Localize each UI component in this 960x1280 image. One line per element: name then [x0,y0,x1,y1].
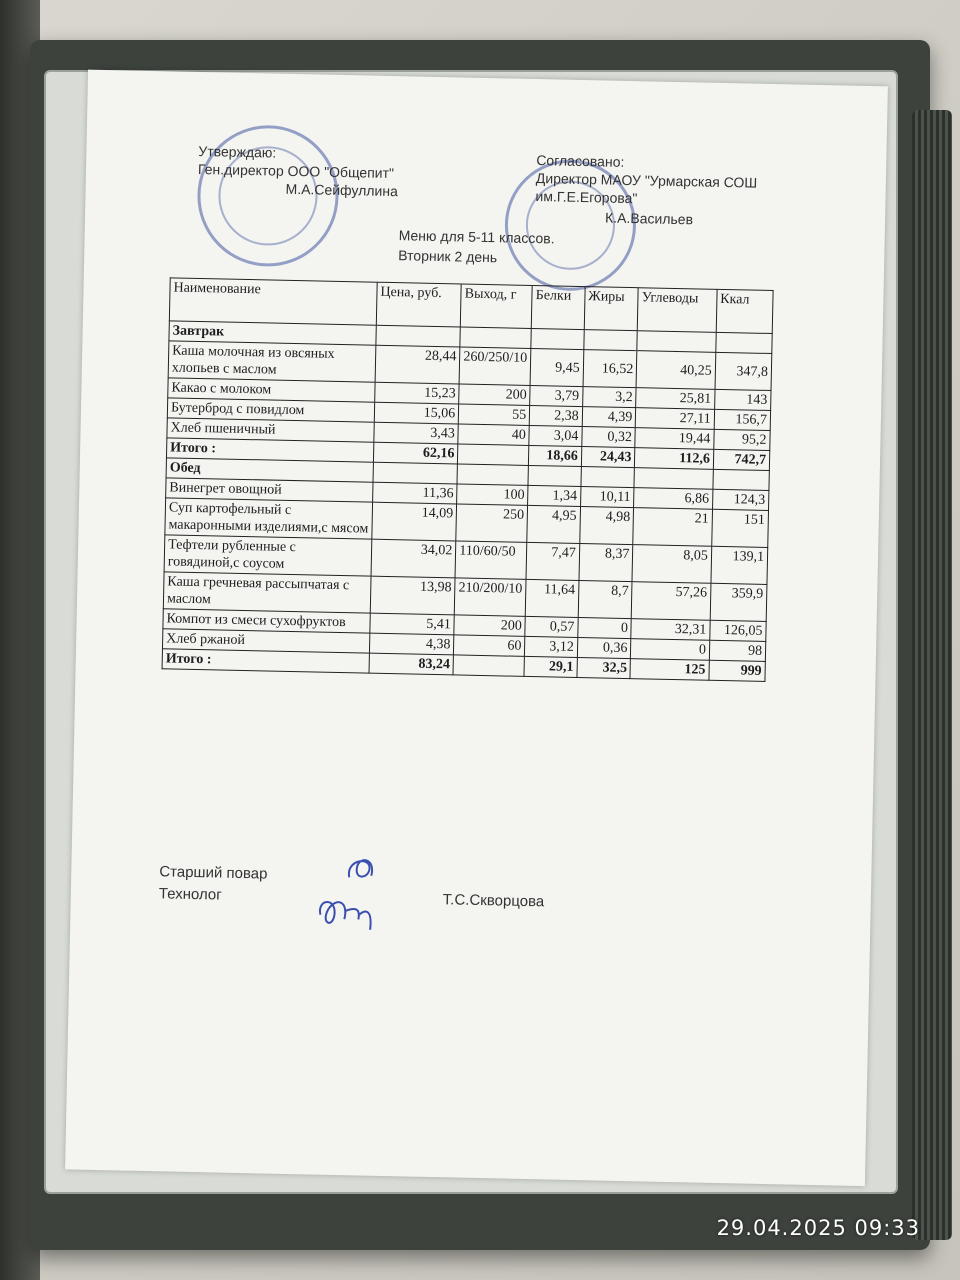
dish-yield: 200 [459,384,530,405]
column-header: Ккал [716,289,773,333]
dish-carbs: 0 [631,639,710,661]
dish-fat: 0 [578,618,632,639]
dish-price: 5,41 [370,613,455,635]
dish-price: 11,36 [373,482,458,504]
dish-protein: 4,95 [527,505,580,543]
dish-fat: 3,2 [582,387,636,408]
column-header: Жиры [584,287,638,331]
dish-price: 15,06 [374,402,459,424]
total-carbs: 125 [630,659,709,681]
technologist-name: Т.С.Скворцова [442,891,545,911]
dish-kcal: 347,8 [715,352,772,390]
dish-kcal: 151 [712,509,769,547]
dish-protein: 7,47 [526,542,579,580]
dish-yield: 55 [459,404,530,425]
total-fat: 24,43 [581,447,635,468]
dish-yield: 60 [454,635,525,656]
dish-protein: 3,79 [530,385,583,406]
column-header: Наименование [169,278,377,325]
total-yield [458,444,529,465]
approved-title: Утверждаю: [198,142,277,161]
dish-carbs: 21 [633,508,712,547]
dish-yield: 100 [457,484,528,505]
dish-carbs: 32,31 [631,619,710,641]
dish-name: Каша гречневая рассыпчатая с маслом [163,572,371,613]
dish-name: Винегрет овощной [166,478,373,502]
agreed-role-line2: им.Г.Е.Егорова" [535,188,638,207]
dish-price: 28,44 [375,345,460,384]
dish-price: 34,02 [371,539,456,578]
dish-protein: 0,57 [525,616,578,637]
dish-protein: 3,12 [525,636,578,657]
dish-protein: 1,34 [528,485,581,506]
agreed-title: Согласовано: [536,152,625,170]
dish-protein: 11,64 [526,579,579,617]
section-label: Завтрак [169,321,376,345]
dish-protein: 2,38 [530,405,583,426]
dish-price: 4,38 [369,633,454,655]
menu-title: Меню для 5-11 классов. [398,227,555,247]
total-protein: 29,1 [524,656,577,677]
technologist-signature [314,889,385,940]
dish-name: Бутерброд с повидлом [167,398,374,422]
dish-kcal: 139,1 [711,546,768,584]
dish-name: Каша молочная из овсяных хлопьев с маслом [168,341,376,382]
total-kcal: 999 [709,660,766,681]
dish-kcal: 98 [709,640,766,661]
dish-carbs: 27,11 [636,408,715,430]
dish-kcal: 143 [714,389,771,410]
chef-label: Старший повар [159,863,268,883]
dish-name: Хлеб пшеничный [167,418,374,442]
dish-carbs: 6,86 [634,488,713,510]
column-header: Углеводы [638,288,717,333]
total-price: 62,16 [373,442,458,464]
dish-price: 13,98 [370,576,455,615]
agreed-name: К.А.Васильев [604,209,694,228]
dish-kcal: 95,2 [714,429,771,450]
dish-protein: 9,45 [530,348,583,386]
dish-name: Суп картофельный с макаронными изделиями,с мясом [165,498,373,539]
dish-carbs: 40,25 [636,351,715,390]
dish-fat: 8,37 [579,544,633,582]
dish-kcal: 156,7 [714,409,771,430]
total-label: Итого : [162,649,369,673]
dish-carbs: 57,26 [632,582,711,621]
dish-kcal: 126,05 [710,620,767,641]
total-carbs: 112,6 [635,448,714,470]
dish-carbs: 19,44 [635,428,714,450]
dish-price: 3,43 [374,422,459,444]
total-fat: 32,5 [577,657,631,678]
dish-kcal: 359,9 [710,583,767,621]
column-header: Цена, руб. [376,282,461,327]
total-yield [453,655,524,676]
dish-fat: 16,52 [583,350,637,388]
dish-yield: 250 [456,504,528,542]
dish-yield: 210/200/10 [455,578,527,616]
dish-price: 14,09 [372,502,457,541]
dish-name: Хлеб ржаной [162,629,369,653]
column-header: Выход, г [461,284,533,328]
dish-protein: 3,04 [529,425,582,446]
dish-fat: 10,11 [580,487,634,508]
technologist-label: Технолог [158,885,222,904]
menu-sheet [65,70,888,1187]
chef-signature [341,849,382,890]
dish-kcal: 124,3 [712,489,769,510]
dish-price: 15,23 [375,382,460,404]
total-kcal: 742,7 [713,449,770,470]
menu-table [162,277,774,682]
dish-yield: 200 [454,615,525,636]
dish-carbs: 25,81 [636,388,715,410]
dish-yield: 110/60/50 [455,541,527,579]
approved-role: Ген.директор ООО "Общепит" [197,160,395,182]
dish-fat: 4,39 [582,407,636,428]
total-price: 83,24 [369,653,454,675]
dish-fat: 0,36 [577,637,631,658]
total-label: Итого : [166,438,373,462]
approved-name: М.А.Сейфуллина [285,180,399,200]
dish-yield: 260/250/10 [459,347,531,385]
dish-carbs: 8,05 [632,545,711,584]
dish-fat: 0,32 [582,427,636,448]
section-label: Обед [166,458,373,482]
menu-day: Вторник 2 день [398,247,498,266]
dish-fat: 4,98 [580,507,634,545]
dish-name: Какао с молоком [168,378,375,402]
dish-name: Тефтели рубленные с говядиной,с соусом [164,535,372,576]
column-header: Белки [532,285,585,329]
photo-timestamp: 29.04.2025 09:33 [716,1216,920,1240]
dish-yield: 40 [458,424,529,445]
folder-pages-edge [912,110,952,1240]
total-protein: 18,66 [529,445,582,466]
dish-name: Компот из смеси сухофруктов [163,609,370,633]
dish-fat: 8,7 [578,581,632,619]
agreed-role-line1: Директор МАОУ "Урмарская СОШ [535,170,758,191]
